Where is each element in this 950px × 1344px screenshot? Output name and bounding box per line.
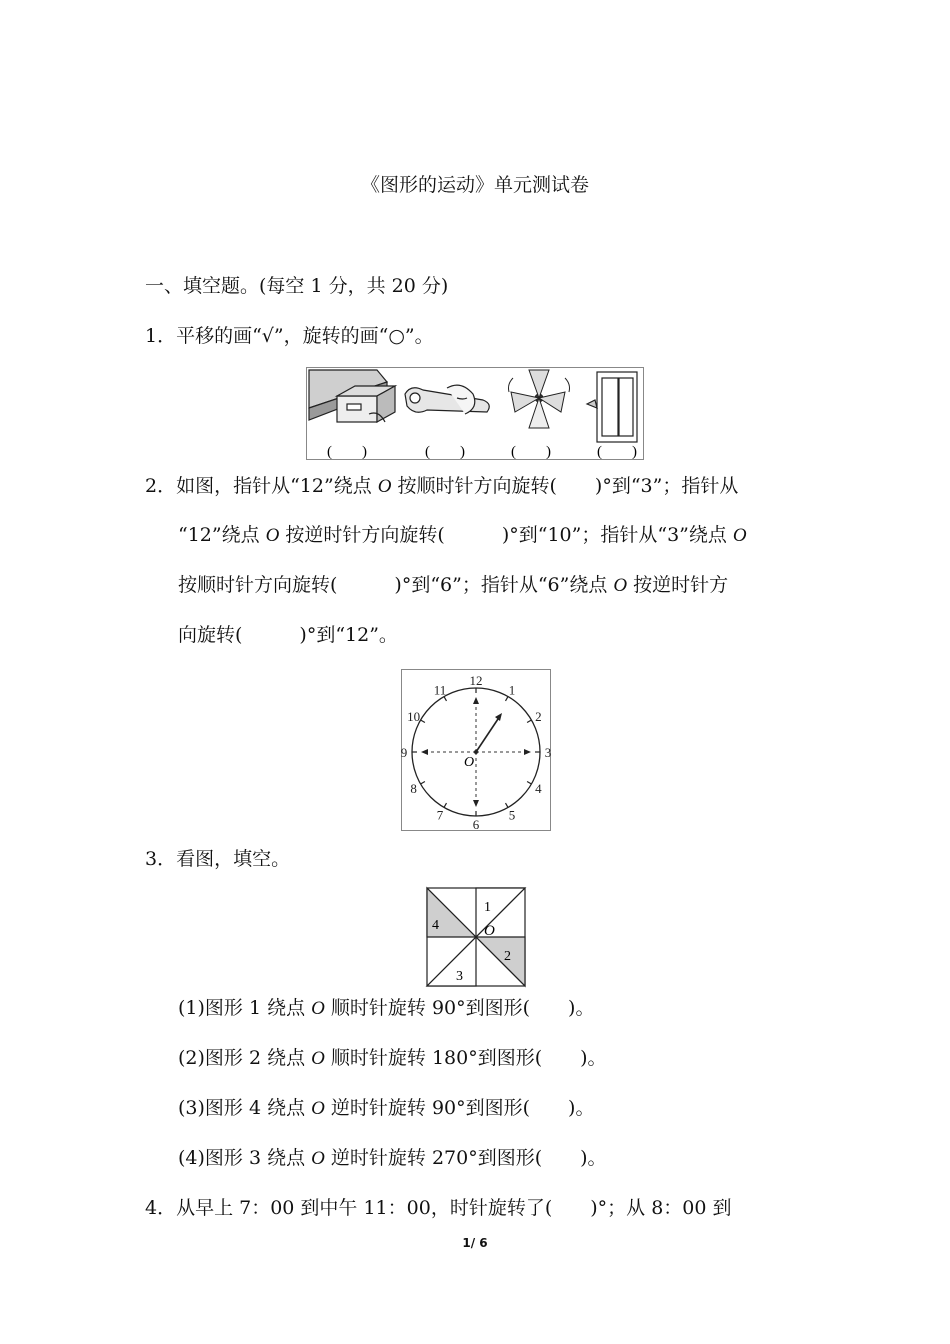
question-2-line-4: 向旋转( )°到“12”。: [178, 624, 398, 646]
question-4-text: 4．从早上 7：00 到中午 11：00，时针旋转了( )°；从 8：00 到: [145, 1197, 732, 1219]
drawer-image: [309, 370, 395, 422]
clock-tick: [506, 697, 509, 701]
point-o: O: [377, 476, 392, 497]
wrench-image: [405, 385, 489, 414]
blank-2[interactable]: ( ): [425, 444, 465, 460]
clock-number: 11: [433, 682, 447, 698]
question-3-sub-2: (2)图形 2 绕点 O 顺时针旋转 180°到图形( )。: [178, 1047, 607, 1069]
clock-diagram: [402, 670, 550, 830]
clock-tick: [527, 720, 531, 723]
clock-number: 7: [436, 807, 444, 823]
clock-figure: [401, 669, 551, 831]
motion-pictures: [307, 368, 643, 459]
center-label: O: [484, 923, 495, 939]
arrowhead-right-icon: [524, 749, 531, 755]
page-number: 1/ 6: [462, 1236, 488, 1250]
question-3-text: 3．看图，填空。: [145, 848, 291, 870]
clock-number: 5: [508, 807, 516, 823]
clock-number: 2: [535, 709, 542, 724]
clock-tick: [444, 803, 447, 807]
center-point: [474, 750, 478, 754]
point-o: O: [311, 1098, 325, 1119]
section-heading: 一、填空题。(每空 1 分，共 20 分): [145, 275, 449, 297]
question-2-line-3: 按顺时针方向旋转( )°到“6”；指针从“6”绕点 O 按逆时针方: [178, 574, 729, 596]
question-1-figure: [306, 367, 644, 460]
clock-number: 4: [535, 781, 542, 796]
page-title: 《图形的运动》单元测试卷: [360, 174, 589, 196]
arrowhead-left-icon: [421, 749, 428, 755]
arrowhead-up-icon: [473, 697, 479, 704]
question-3-sub-4: (4)图形 3 绕点 O 逆时针旋转 270°到图形( )。: [178, 1147, 607, 1169]
question-3-sub-3: (3)图形 4 绕点 O 逆时针旋转 90°到图形( )。: [178, 1097, 595, 1119]
point-o: O: [311, 1048, 325, 1069]
point-o: O: [613, 575, 628, 596]
blank-1[interactable]: ( ): [327, 444, 367, 460]
clock-hand: [476, 716, 500, 752]
clock-number: 9: [400, 745, 408, 760]
label-4: 4: [432, 918, 439, 933]
clock-number: 3: [544, 745, 552, 760]
point-o: O: [732, 525, 747, 546]
question-2-line-2: “12”绕点 O 按逆时针方向旋转( )°到“10”；指针从“3”绕点 O: [178, 524, 747, 546]
blank-4[interactable]: ( ): [597, 444, 637, 460]
fan-image: [509, 370, 570, 428]
point-o: O: [311, 1148, 325, 1169]
arrowhead-down-icon: [473, 800, 479, 807]
sliding-window-image: [587, 372, 637, 442]
clock-tick: [527, 782, 531, 785]
pinwheel-diagram: [426, 887, 526, 987]
clock-tick: [421, 782, 425, 785]
clock-number: 6: [472, 817, 480, 832]
hand-arrowhead-icon: [495, 713, 502, 721]
clock-number: 12: [469, 673, 483, 688]
point-o: O: [265, 525, 280, 546]
clock-tick: [506, 803, 509, 807]
question-2-line-1: 2．如图，指针从“12”绕点 O 按顺时针方向旋转( )°到“3”；指针从: [145, 475, 739, 497]
clock-number: 8: [410, 781, 417, 796]
label-3: 3: [456, 969, 463, 984]
question-1-text: 1．平移的画“√”，旋转的画“○”。: [145, 325, 434, 347]
blank-3[interactable]: ( ): [511, 444, 551, 460]
label-1: 1: [484, 900, 491, 915]
clock-tick: [421, 720, 425, 723]
clock-number: 1: [508, 682, 516, 698]
clock-number: 10: [407, 709, 421, 724]
question-3-sub-1: (1)图形 1 绕点 O 顺时针旋转 90°到图形( )。: [178, 997, 595, 1019]
pinwheel-figure: [426, 887, 526, 987]
label-2: 2: [504, 949, 511, 964]
center-label: O: [464, 755, 475, 770]
point-o: O: [311, 998, 325, 1019]
